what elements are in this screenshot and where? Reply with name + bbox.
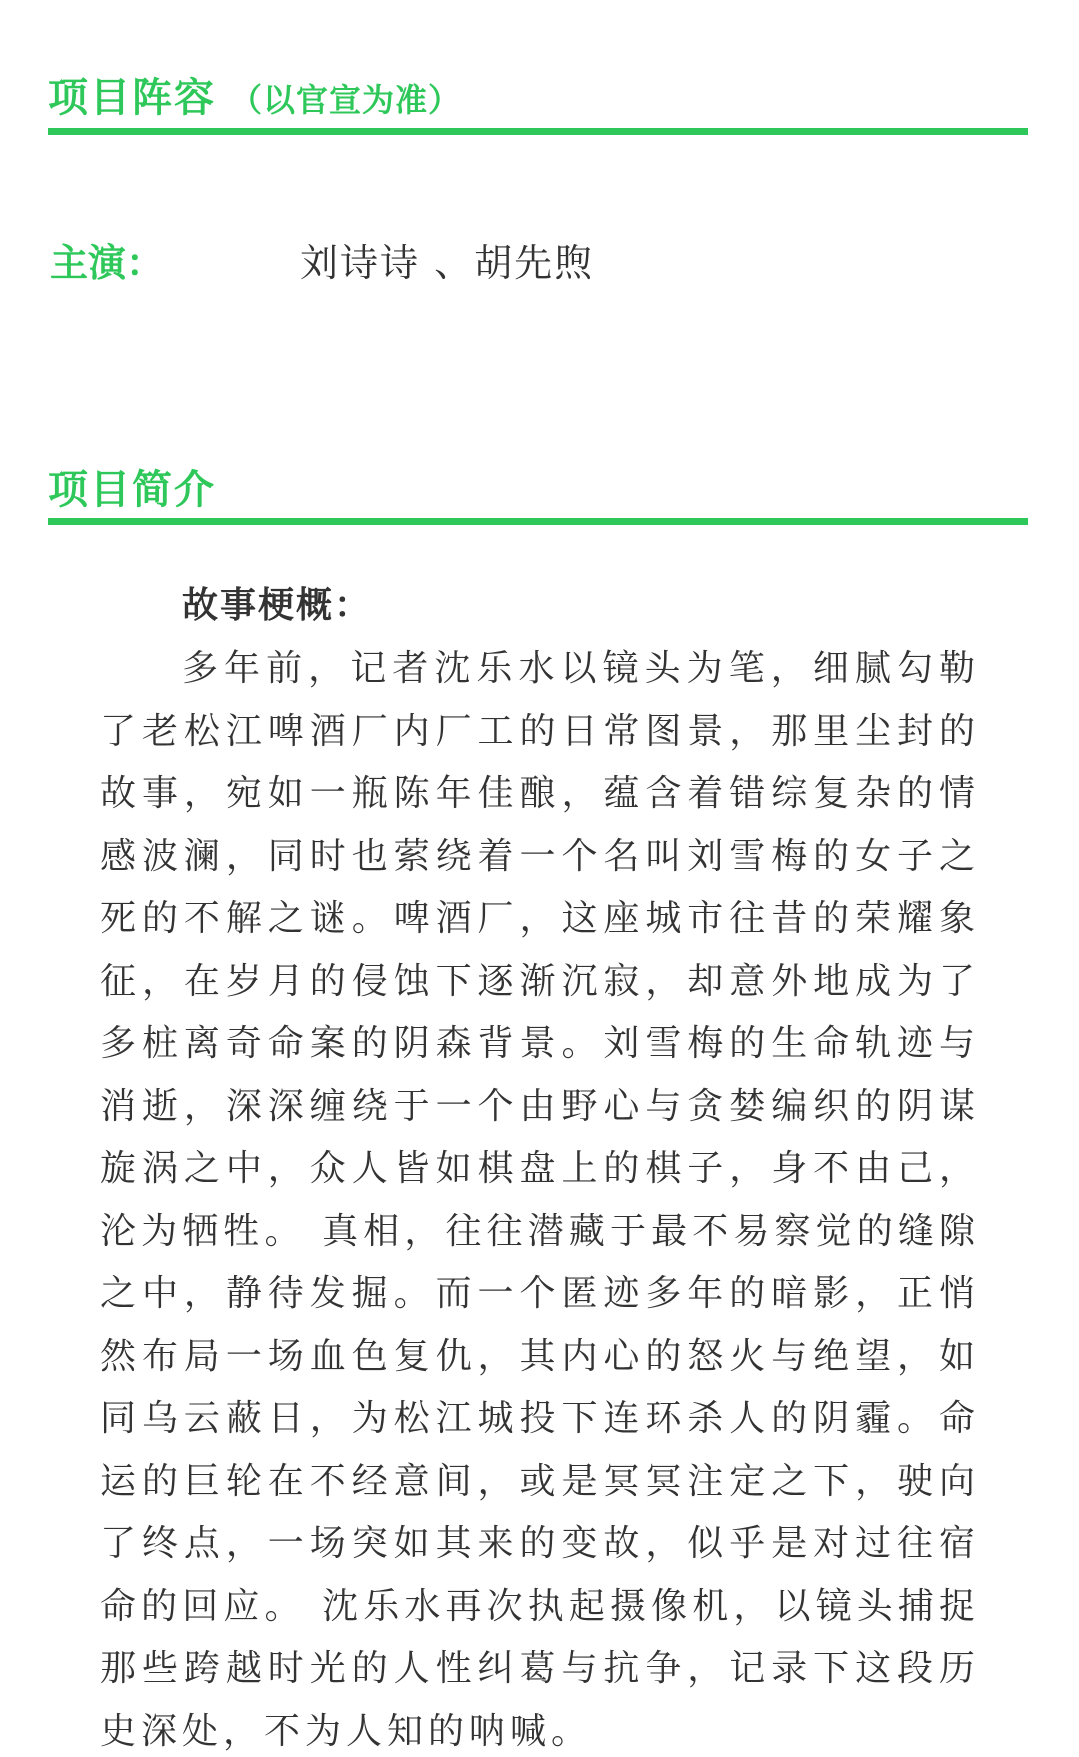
cast-label: 主演： (50, 241, 165, 285)
synopsis-block (100, 580, 980, 1757)
lineup-divider (48, 128, 1028, 135)
intro-divider (48, 518, 1028, 525)
lineup-section-header (48, 66, 1028, 123)
cast-row (50, 232, 950, 285)
synopsis-text: 多年前，记者沈乐水以镜头为笔，细腻勾勒了老松江啤酒厂内厂工的日常图景，那里尘封的故事，宛如一瓶陈年佳酿，蕴含着错综复杂的情感波澜，同时也萦绕着一个名叫刘雪梅的女子之死的不解之谜。啤酒厂，这座城市往昔的荣耀象征，在岁月的侵蚀下逐渐沉寂，却意外地成为了多桩离奇命案的阴森背景。刘雪梅的生命轨迹与消逝，深深缠绕于一个由野心与贪婪编织的阴谋旋涡之中，众人皆如棋盘上的棋子，身不由己，沦为牺牲。 真相，往往潜藏于最不易察觉的缝隙之中，静待发掘。而一个匿迹多年的暗影，正悄然布局一场血色复仇，其内心的怒火与绝望，如同乌云蔽日，为松江城投下连环杀人的阴霾。命运的巨轮在不经意间，或是冥冥注定之下，驶向了终点，一场突如其来的变故，似乎是对过往宿命的回应。 沈乐水再次执起摄像机，以镜头捕捉那些跨越时光的人性纠葛与抗争，记录下这段历史深处，不为人知的呐喊。 (100, 648, 980, 1752)
lineup-note: （以官宣为准） (230, 81, 462, 119)
intro-title: 项目简介 (48, 467, 216, 513)
synopsis-label: 故事梗概： (182, 585, 373, 626)
intro-section-header (48, 458, 1028, 515)
lineup-title (48, 66, 1028, 123)
lineup-title-text: 项目阵容 (48, 75, 216, 121)
cast-names: 刘诗诗 、胡先煦 (300, 241, 595, 285)
